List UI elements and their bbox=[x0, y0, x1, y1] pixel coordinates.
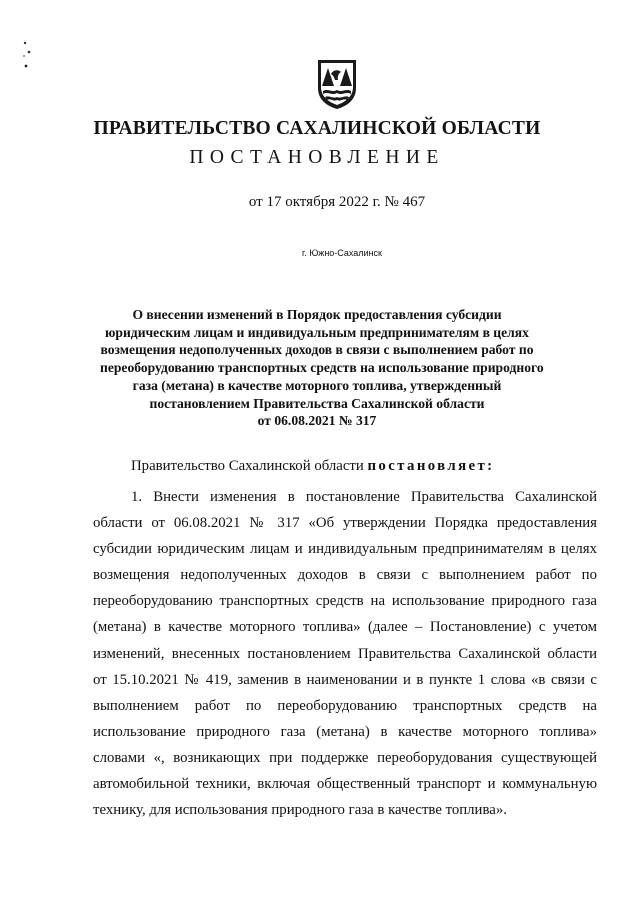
body-line: технику, для использования природного газа в качестве топлива». bbox=[93, 802, 507, 819]
document-type: ПОСТАНОВЛЕНИЕ bbox=[189, 147, 445, 168]
document-date-number: от 17 октября 2022 г. № 467 bbox=[248, 194, 426, 210]
body-line: выполнением работ по переоборудованию транспортных средств на bbox=[93, 697, 597, 714]
body-line: субсидии юридическим лицам и индивидуальным предпринимателям в целях bbox=[93, 541, 597, 558]
body-line: переоборудованию транспортных средств на использование природного газа bbox=[93, 593, 597, 610]
title-line: постановлением Правительства Сахалинской области bbox=[149, 395, 485, 411]
body-line: словами «, возникающих при поддержке переоборудования существующей bbox=[93, 749, 597, 766]
body-line: (метана) в качестве моторного топлива» (далее – Постановление) с учетом bbox=[93, 619, 597, 636]
body-line: использование природного газа (метана) в качестве моторного топлива» bbox=[93, 723, 597, 740]
title-line: от 06.08.2021 № 317 bbox=[257, 413, 377, 429]
body-line: автомобильной техники, включая общественный транспорт и коммунальную bbox=[93, 776, 597, 793]
organization-name: ПРАВИТЕЛЬСТВО САХАЛИНСКОЙ ОБЛАСТИ bbox=[93, 118, 541, 139]
coat-of-arms-icon bbox=[314, 58, 360, 110]
body-line: 1. Внести изменения в постановление Правительства Сахалинской bbox=[131, 489, 597, 505]
preamble-emphasis: постановляет: bbox=[367, 458, 495, 474]
title-line: О внесении изменений в Порядок предоставления субсидии bbox=[132, 307, 502, 322]
city-name: г. Южно-Сахалинск bbox=[302, 248, 382, 258]
title-line: возмещения недополученных доходов в связи с выполнением работ по bbox=[100, 342, 534, 358]
body-line: изменений, внесенных постановлением Правительства Сахалинской области bbox=[93, 645, 597, 662]
document-title bbox=[100, 306, 544, 430]
body-line: от 15.10.2021 № 419, заменив в наименовании и в пункте 1 слова «в связи с bbox=[93, 671, 597, 688]
paragraph-1 bbox=[93, 484, 597, 823]
title-line: юридическим лицам и индивидуальным предпринимателям в целях bbox=[105, 324, 529, 340]
scan-artifact-marks bbox=[20, 40, 34, 70]
title-line: газа (метана) в качестве моторного топлива, утвержденный bbox=[132, 377, 502, 393]
title-line: переоборудованию транспортных средств на использование природного bbox=[100, 360, 544, 376]
preamble-text: Правительство Сахалинской области bbox=[131, 458, 368, 474]
body-line: возмещения недополученных доходов в связи с выполнением работ по bbox=[93, 567, 597, 584]
body-line: области от 06.08.2021 № 317 «Об утверждении Порядка предоставления bbox=[93, 515, 597, 532]
preamble bbox=[131, 458, 494, 475]
